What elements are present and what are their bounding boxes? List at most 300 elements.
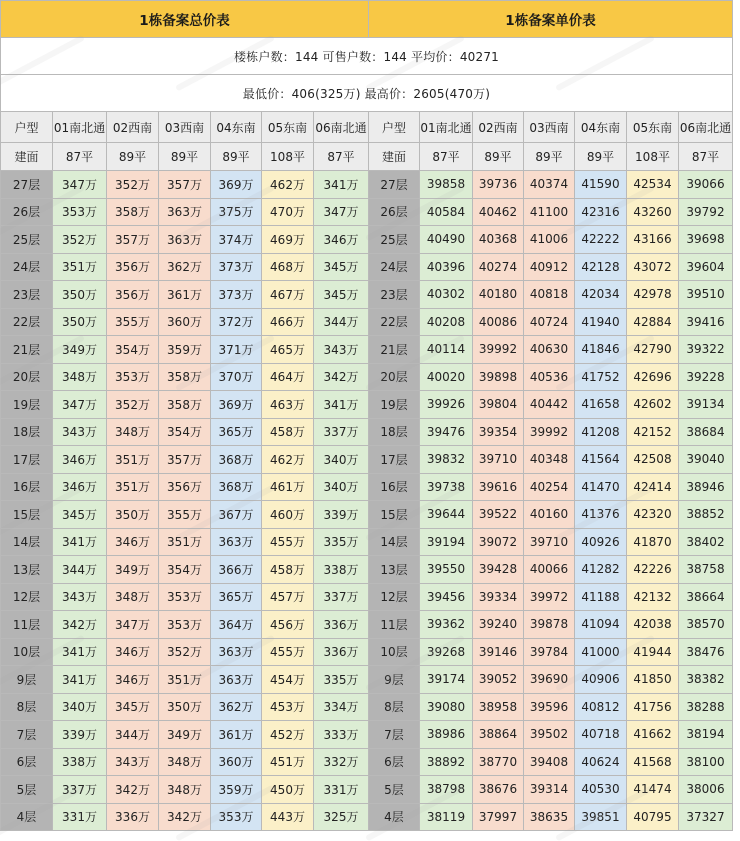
unit-price-cell: 38758 [679,556,733,584]
unit-area-label: 建面 [369,143,420,171]
unit-price-cell: 39851 [575,803,627,831]
unit-price-cell: 39690 [524,666,575,694]
unit-price-cell: 38100 [679,748,733,776]
unit-price-cell: 39898 [473,363,524,391]
total-floor-label: 26层 [1,198,53,226]
unit-price-cell: 41470 [575,473,627,501]
floor-row [1,501,733,529]
total-floor-label: 17层 [1,446,53,474]
unit-price-cell: 39736 [473,171,524,199]
total-area-value: 89平 [159,143,211,171]
total-area-label: 建面 [1,143,53,171]
unit-price-cell: 38664 [679,583,733,611]
unit-price-cell: 39972 [524,583,575,611]
total-price-cell: 371万 [211,336,262,364]
unit-price-cell: 41944 [627,638,679,666]
total-floor-label: 9层 [1,666,53,694]
total-price-cell: 351万 [107,446,159,474]
total-floor-label: 20层 [1,363,53,391]
unit-price-cell: 38946 [679,473,733,501]
unit-price-cell: 42696 [627,363,679,391]
unit-floor-label: 22层 [369,308,420,336]
unit-price-cell: 39362 [420,611,473,639]
unit-floor-label: 7层 [369,721,420,749]
total-price-cell: 325万 [314,803,369,831]
total-price-cell: 343万 [314,336,369,364]
total-price-cell: 362万 [159,253,211,281]
total-price-cell: 345万 [314,281,369,309]
unit-price-cell: 38798 [420,776,473,804]
unit-price-cell: 38635 [524,803,575,831]
total-price-cell: 341万 [53,666,107,694]
total-price-cell: 353万 [211,803,262,831]
unit-price-cell: 37327 [679,803,733,831]
total-price-cell: 350万 [159,693,211,721]
total-floor-label: 27层 [1,171,53,199]
unit-price-cell: 42884 [627,308,679,336]
unit-price-cell: 41658 [575,391,627,419]
total-price-cell: 350万 [107,501,159,529]
total-price-cell: 352万 [53,226,107,254]
unit-price-cell: 39792 [679,198,733,226]
unit-price-cell: 39072 [473,528,524,556]
total-price-cell: 365万 [211,418,262,446]
unit-price-cell: 40724 [524,308,575,336]
total-price-cell: 460万 [262,501,314,529]
total-price-cell: 359万 [211,776,262,804]
area-row [1,143,733,171]
total-price-cell: 351万 [159,666,211,694]
total-price-cell: 333万 [314,721,369,749]
unit-price-cell: 40795 [627,803,679,831]
total-price-cell: 369万 [211,391,262,419]
unit-price-cell: 39698 [679,226,733,254]
total-price-cell: 353万 [53,198,107,226]
total-floor-label: 13层 [1,556,53,584]
total-price-cell: 358万 [159,363,211,391]
unit-price-cell: 42414 [627,473,679,501]
unit-price-cell: 41846 [575,336,627,364]
unit-price-cell: 39052 [473,666,524,694]
total-price-cell: 331万 [314,776,369,804]
total-price-cell: 363万 [159,198,211,226]
unit-price-cell: 38194 [679,721,733,749]
unit-price-cell: 39502 [524,721,575,749]
unit-price-cell: 39354 [473,418,524,446]
unit-price-cell: 40624 [575,748,627,776]
total-price-cell: 348万 [107,583,159,611]
unit-price-cell: 40442 [524,391,575,419]
unit-floor-label: 25层 [369,226,420,254]
unit-price-cell: 39428 [473,556,524,584]
total-price-cell: 346万 [107,666,159,694]
unit-price-cell: 40630 [524,336,575,364]
total-price-cell: 347万 [53,391,107,419]
total-price-cell: 457万 [262,583,314,611]
total-price-cell: 344万 [314,308,369,336]
total-price-cell: 360万 [211,748,262,776]
unit-price-cell: 39784 [524,638,575,666]
total-price-cell: 363万 [211,638,262,666]
unit-unit-column-header: 06南北通 [679,112,733,143]
total-price-cell: 365万 [211,583,262,611]
total-price-cell: 468万 [262,253,314,281]
total-floor-label: 23层 [1,281,53,309]
unit-floor-label: 24层 [369,253,420,281]
unit-price-cell: 38958 [473,693,524,721]
unit-price-cell: 42226 [627,556,679,584]
total-floor-label: 19层 [1,391,53,419]
unit-price-cell: 39194 [420,528,473,556]
unit-price-cell: 41870 [627,528,679,556]
unit-price-cell: 39416 [679,308,733,336]
floor-row [1,363,733,391]
total-floor-label: 8层 [1,693,53,721]
unit-floor-label: 23层 [369,281,420,309]
total-price-cell: 366万 [211,556,262,584]
unit-price-cell: 41376 [575,501,627,529]
total-price-cell: 368万 [211,473,262,501]
total-price-cell: 356万 [107,253,159,281]
total-price-cell: 343万 [53,583,107,611]
total-price-cell: 362万 [211,693,262,721]
total-price-cell: 342万 [314,363,369,391]
total-price-cell: 340万 [314,473,369,501]
unit-price-cell: 40254 [524,473,575,501]
unit-price-cell: 39710 [524,528,575,556]
total-area-value: 89平 [107,143,159,171]
unit-price-cell: 38684 [679,418,733,446]
unit-price-cell: 39616 [473,473,524,501]
unit-price-cell: 40020 [420,363,473,391]
total-price-cell: 353万 [159,611,211,639]
unit-price-cell: 39066 [679,171,733,199]
total-price-cell: 455万 [262,638,314,666]
total-price-cell: 469万 [262,226,314,254]
unit-price-cell: 39334 [473,583,524,611]
total-price-cell: 458万 [262,418,314,446]
unit-price-cell: 42534 [627,171,679,199]
unit-price-cell: 39550 [420,556,473,584]
unit-price-cell: 40812 [575,693,627,721]
total-price-cell: 367万 [211,501,262,529]
total-price-cell: 347万 [53,171,107,199]
unit-price-cell: 39040 [679,446,733,474]
total-price-cell: 361万 [159,281,211,309]
total-floor-label: 15层 [1,501,53,529]
total-price-cell: 463万 [262,391,314,419]
unit-price-cell: 42320 [627,501,679,529]
total-price-cell: 350万 [53,281,107,309]
floor-row [1,583,733,611]
unit-price-cell: 41188 [575,583,627,611]
unit-floor-label: 6层 [369,748,420,776]
total-area-value: 108平 [262,143,314,171]
unit-floor-label: 5层 [369,776,420,804]
unit-price-cell: 38864 [473,721,524,749]
unit-price-cell: 40718 [575,721,627,749]
unit-price-cell: 42128 [575,253,627,281]
unit-price-cell: 42132 [627,583,679,611]
unit-price-cell: 40180 [473,281,524,309]
unit-price-cell: 39510 [679,281,733,309]
unit-price-cell: 39522 [473,501,524,529]
total-price-cell: 339万 [53,721,107,749]
floor-row [1,446,733,474]
total-price-cell: 348万 [159,748,211,776]
unit-price-cell: 42152 [627,418,679,446]
total-price-cell: 347万 [314,198,369,226]
unit-floor-label: 19层 [369,391,420,419]
total-price-cell: 346万 [53,473,107,501]
total-price-cell: 355万 [159,501,211,529]
floor-row [1,418,733,446]
total-floor-label: 12层 [1,583,53,611]
total-price-cell: 346万 [107,528,159,556]
floor-row [1,803,733,831]
floor-row [1,748,733,776]
total-price-cell: 348万 [159,776,211,804]
total-price-cell: 346万 [107,638,159,666]
unit-price-cell: 41000 [575,638,627,666]
unit-price-cell: 39710 [473,446,524,474]
unit-price-cell: 41752 [575,363,627,391]
unit-floor-label: 13层 [369,556,420,584]
unit-price-cell: 39146 [473,638,524,666]
unit-price-cell: 39268 [420,638,473,666]
total-floor-label: 5层 [1,776,53,804]
total-price-cell: 344万 [107,721,159,749]
unit-price-cell: 42038 [627,611,679,639]
unit-price-cell: 40160 [524,501,575,529]
total-floor-label: 6层 [1,748,53,776]
total-price-cell: 336万 [314,611,369,639]
floor-row [1,693,733,721]
total-price-cell: 342万 [107,776,159,804]
unit-price-cell: 38288 [679,693,733,721]
total-price-cell: 341万 [53,528,107,556]
total-price-cell: 354万 [159,418,211,446]
unit-floor-label: 10层 [369,638,420,666]
total-price-cell: 340万 [314,446,369,474]
unit-price-cell: 39408 [524,748,575,776]
unit-price-cell: 40348 [524,446,575,474]
total-floor-column-header: 户型 [1,112,53,143]
unit-floor-label: 26层 [369,198,420,226]
total-price-cell: 364万 [211,611,262,639]
floor-row [1,776,733,804]
total-price-cell: 470万 [262,198,314,226]
floor-row [1,253,733,281]
unit-price-cell: 43072 [627,253,679,281]
unit-price-cell: 40906 [575,666,627,694]
unit-price-cell: 42034 [575,281,627,309]
floor-row [1,666,733,694]
unit-price-cell: 41474 [627,776,679,804]
total-price-cell: 356万 [159,473,211,501]
unit-price-cell: 41564 [575,446,627,474]
unit-price-cell: 39858 [420,171,473,199]
unit-floor-label: 21层 [369,336,420,364]
unit-price-cell: 38676 [473,776,524,804]
total-unit-column-header: 05东南 [262,112,314,143]
unit-area-value: 87平 [420,143,473,171]
total-price-cell: 451万 [262,748,314,776]
total-price-cell: 349万 [53,336,107,364]
unit-price-cell: 38402 [679,528,733,556]
unit-price-cell: 38570 [679,611,733,639]
total-price-cell: 351万 [53,253,107,281]
total-price-table-title: 1栋备案总价表 [1,1,369,38]
unit-floor-label: 4层 [369,803,420,831]
unit-floor-column-header: 户型 [369,112,420,143]
unit-price-cell: 40114 [420,336,473,364]
total-price-cell: 355万 [107,308,159,336]
unit-price-cell: 38852 [679,501,733,529]
floor-row [1,226,733,254]
unit-price-cell: 41094 [575,611,627,639]
total-price-cell: 372万 [211,308,262,336]
total-unit-column-header: 01南北通 [53,112,107,143]
total-floor-label: 24层 [1,253,53,281]
total-unit-column-header: 02西南 [107,112,159,143]
total-price-cell: 370万 [211,363,262,391]
floor-row [1,721,733,749]
unit-price-cell: 39456 [420,583,473,611]
unit-price-cell: 38382 [679,666,733,694]
floor-row [1,528,733,556]
total-price-cell: 357万 [159,171,211,199]
unit-price-cell: 39134 [679,391,733,419]
unit-price-cell: 41756 [627,693,679,721]
unit-floor-label: 12层 [369,583,420,611]
unit-price-cell: 41006 [524,226,575,254]
total-price-cell: 358万 [159,391,211,419]
unit-price-cell: 40066 [524,556,575,584]
unit-unit-column-header: 01南北通 [420,112,473,143]
total-price-cell: 353万 [159,583,211,611]
total-price-cell: 354万 [159,556,211,584]
unit-area-value: 89平 [575,143,627,171]
unit-price-cell: 42316 [575,198,627,226]
unit-price-cell: 40368 [473,226,524,254]
total-price-cell: 341万 [53,638,107,666]
floor-row [1,171,733,199]
total-price-cell: 369万 [211,171,262,199]
unit-price-cell: 39992 [524,418,575,446]
total-price-cell: 368万 [211,446,262,474]
total-price-cell: 338万 [53,748,107,776]
total-floor-label: 11层 [1,611,53,639]
floor-row [1,556,733,584]
total-price-cell: 338万 [314,556,369,584]
total-price-cell: 453万 [262,693,314,721]
total-price-cell: 462万 [262,171,314,199]
total-unit-column-header: 06南北通 [314,112,369,143]
unit-price-cell: 39228 [679,363,733,391]
unit-price-cell: 39926 [420,391,473,419]
total-price-cell: 456万 [262,611,314,639]
unit-price-cell: 40274 [473,253,524,281]
total-price-cell: 462万 [262,446,314,474]
total-area-value: 87平 [53,143,107,171]
total-price-cell: 331万 [53,803,107,831]
total-price-cell: 351万 [107,473,159,501]
total-price-cell: 349万 [159,721,211,749]
total-price-cell: 347万 [107,611,159,639]
floor-row [1,198,733,226]
unit-price-cell: 41662 [627,721,679,749]
unit-price-cell: 39804 [473,391,524,419]
total-price-cell: 352万 [107,171,159,199]
total-price-cell: 337万 [314,418,369,446]
unit-price-cell: 41940 [575,308,627,336]
total-price-cell: 452万 [262,721,314,749]
total-price-cell: 335万 [314,528,369,556]
total-price-cell: 356万 [107,281,159,309]
total-area-value: 87平 [314,143,369,171]
unit-price-cell: 40584 [420,198,473,226]
total-price-cell: 373万 [211,253,262,281]
unit-price-cell: 42602 [627,391,679,419]
total-price-cell: 357万 [159,446,211,474]
total-price-cell: 332万 [314,748,369,776]
total-price-cell: 346万 [53,446,107,474]
total-floor-label: 10层 [1,638,53,666]
total-price-cell: 455万 [262,528,314,556]
unit-price-cell: 40086 [473,308,524,336]
total-price-cell: 454万 [262,666,314,694]
total-price-cell: 342万 [53,611,107,639]
total-price-cell: 374万 [211,226,262,254]
unit-floor-label: 18层 [369,418,420,446]
total-price-cell: 352万 [159,638,211,666]
total-price-cell: 361万 [211,721,262,749]
unit-price-cell: 39476 [420,418,473,446]
total-price-cell: 353万 [107,363,159,391]
unit-floor-label: 8层 [369,693,420,721]
floor-row [1,473,733,501]
total-floor-label: 14层 [1,528,53,556]
unit-price-cell: 40302 [420,281,473,309]
building-summary: 楼栋户数：144 可售户数：144 平均价：40271 [1,38,733,75]
total-floor-label: 7层 [1,721,53,749]
total-floor-label: 25层 [1,226,53,254]
unit-price-cell: 41282 [575,556,627,584]
unit-price-cell: 42978 [627,281,679,309]
total-price-cell: 344万 [53,556,107,584]
unit-price-cell: 41208 [575,418,627,446]
unit-floor-label: 14层 [369,528,420,556]
unit-floor-label: 20层 [369,363,420,391]
unit-area-value: 108平 [627,143,679,171]
unit-price-cell: 43260 [627,198,679,226]
unit-floor-label: 17层 [369,446,420,474]
total-price-cell: 450万 [262,776,314,804]
unit-price-cell: 39174 [420,666,473,694]
unit-price-cell: 38476 [679,638,733,666]
unit-price-cell: 38986 [420,721,473,749]
unit-price-cell: 38892 [420,748,473,776]
unit-floor-label: 16层 [369,473,420,501]
floor-row [1,308,733,336]
unit-price-cell: 41850 [627,666,679,694]
unit-price-cell: 39992 [473,336,524,364]
total-price-cell: 341万 [314,171,369,199]
unit-price-cell: 39738 [420,473,473,501]
unit-area-value: 87平 [679,143,733,171]
unit-price-cell: 40530 [575,776,627,804]
